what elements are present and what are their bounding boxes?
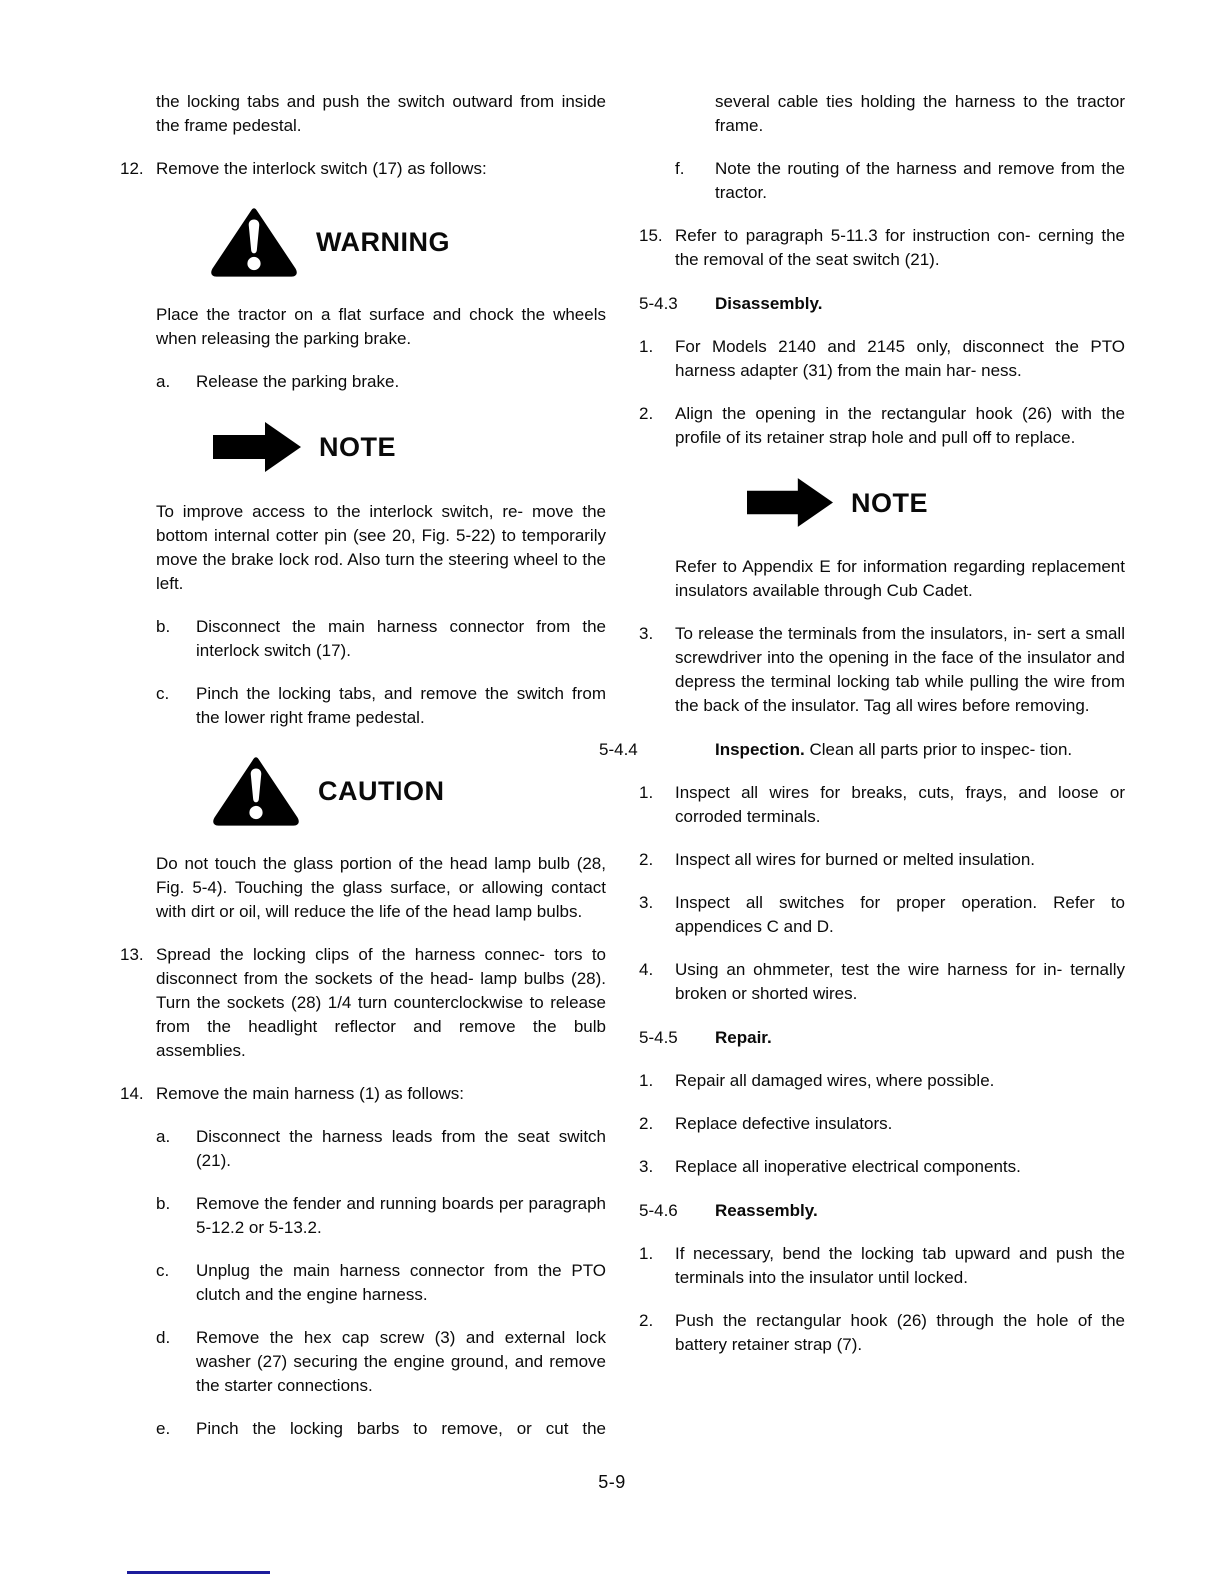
list-text: Using an ohmmeter, test the wire harness for in- ternally broken or shorted wires. [675, 960, 1125, 1003]
list-number: 1. [639, 337, 654, 356]
list-number: 14. [120, 1084, 144, 1103]
repair-item-3 [639, 1155, 1125, 1179]
section-header-5-4-4 [599, 738, 1125, 762]
warning-triangle-icon [210, 207, 298, 277]
list-number: 1. [639, 1071, 654, 1090]
list-text: Remove the main harness (1) as follows: [156, 1084, 465, 1103]
list-text: Remove the fender and running boards per paragraph 5-12.2 or 5-13.2. [196, 1194, 606, 1237]
list-text: Pinch the locking barbs to remove, or cut the [196, 1419, 606, 1438]
section-title: Disassembly. [715, 294, 823, 313]
left-column [120, 90, 606, 1441]
list-letter: b. [156, 617, 171, 636]
section-header-5-4-3 [639, 292, 1125, 316]
list-letter: c. [156, 684, 170, 703]
list-number: 13. [120, 945, 144, 964]
page-number: 5-9 [598, 1472, 626, 1492]
section-lead-text: Clean all parts prior to inspec- tion. [804, 740, 1073, 759]
list-letter: f. [675, 159, 685, 178]
note-callout [213, 420, 606, 474]
inspection-item-3 [639, 891, 1125, 939]
list-text: Note the routing of the harness and remove from the tractor. [715, 159, 1125, 202]
section-header-5-4-5 [639, 1026, 1125, 1050]
disassembly-item-1 [639, 335, 1125, 383]
list-item-12c [156, 682, 606, 730]
list-item-14a [156, 1125, 606, 1173]
list-number: 3. [639, 893, 654, 912]
list-item-14f [675, 157, 1125, 205]
note-label: NOTE [851, 487, 929, 518]
list-text: Release the parking brake. [196, 372, 400, 391]
list-number: 3. [639, 1157, 654, 1176]
list-number: 12. [120, 159, 144, 178]
caution-paragraph: Do not touch the glass portion of the head lamp bulb (28, Fig. 5-4). Touching the glass surface, or allowing contact with dirt or oil, will reduce the life of the head lamp bulbs. [156, 854, 606, 921]
list-item-13 [120, 943, 606, 1063]
list-text: Inspect all wires for breaks, cuts, frays, and loose or corroded terminals. [675, 783, 1125, 826]
note-callout [747, 476, 1125, 529]
section-header-5-4-6 [639, 1199, 1125, 1223]
list-number: 1. [639, 783, 654, 802]
list-number: 2. [639, 1311, 654, 1330]
warning-paragraph: Place the tractor on a flat surface and chock the wheels when releasing the parking brake. [156, 305, 606, 348]
list-item-14b [156, 1192, 606, 1240]
list-text: Push the rectangular hook (26) through the hole of the battery retainer strap (7). [675, 1311, 1125, 1354]
reassembly-item-1 [639, 1242, 1125, 1290]
section-number: 5-4.3 [639, 294, 678, 313]
section-number: 5-4.4 [599, 740, 638, 759]
section-title: Repair. [715, 1028, 772, 1047]
list-text: Align the opening in the rectangular hook (26) with the profile of its retainer strap hole and pull off to replace. [675, 404, 1125, 447]
section-title: Reassembly. [715, 1201, 818, 1220]
caution-label: CAUTION [318, 776, 445, 806]
list-item-15 [639, 224, 1125, 272]
list-number: 3. [639, 624, 654, 643]
list-letter: d. [156, 1328, 171, 1347]
note-label: NOTE [319, 432, 397, 462]
list-text: Replace all inoperative electrical components. [675, 1157, 1021, 1176]
continuation-paragraph: the locking tabs and push the switch outward from inside the frame pedestal. [156, 92, 606, 135]
list-text: To release the terminals from the insulators, in- sert a small screwdriver into the opening in the face of the insulator and depress the terminal locking tab while pulling the wire from the back of the insulator. Tag all wires before removing. [675, 624, 1125, 715]
repair-item-1 [639, 1069, 1125, 1093]
list-text: Remove the hex cap screw (3) and external lock washer (27) securing the engine ground, and remove the starter connections. [196, 1328, 606, 1395]
list-text: Pinch the locking tabs, and remove the switch from the lower right frame pedestal. [196, 684, 606, 727]
list-letter: a. [156, 372, 171, 391]
list-text: Unplug the main harness connector from the PTO clutch and the engine harness. [196, 1261, 606, 1304]
list-text: For Models 2140 and 2145 only, disconnect the PTO harness adapter (31) from the main har- ness. [675, 337, 1125, 380]
list-letter: b. [156, 1194, 171, 1213]
warning-label: WARNING [316, 227, 450, 257]
list-text: Remove the interlock switch (17) as follows: [156, 159, 487, 178]
list-number: 4. [639, 960, 654, 979]
list-item-14c [156, 1259, 606, 1307]
reassembly-item-2 [639, 1309, 1125, 1357]
inspection-item-1 [639, 781, 1125, 829]
list-text: Spread the locking clips of the harness connec- tors to disconnect from the sockets of the head- lamp bulbs (28). Turn the sockets (28) 1/4 turn counterclockwise to release from the headlight reflector and remove the bulb assemblies. [156, 945, 606, 1060]
section-number: 5-4.6 [639, 1201, 678, 1220]
list-text: Refer to paragraph 5-11.3 for instruction con- cerning the the removal of the seat switch (21). [675, 226, 1125, 269]
list-number: 1. [639, 1244, 654, 1263]
list-text: Repair all damaged wires, where possible. [675, 1071, 995, 1090]
list-text: If necessary, bend the locking tab upward and push the terminals into the insulator until locked. [675, 1244, 1125, 1287]
inspection-item-4 [639, 958, 1125, 1006]
list-number: 15. [639, 226, 663, 245]
list-letter: a. [156, 1127, 171, 1146]
warning-callout [210, 207, 606, 277]
note-arrow-icon [747, 476, 833, 529]
continuation-paragraph: several cable ties holding the harness to the tractor frame. [715, 92, 1125, 135]
repair-item-2 [639, 1112, 1125, 1136]
list-number: 2. [639, 1114, 654, 1133]
list-text: Disconnect the harness leads from the seat switch (21). [196, 1127, 606, 1170]
inspection-item-2 [639, 848, 1125, 872]
list-number: 2. [639, 404, 654, 423]
two-column-layout [120, 90, 1224, 1441]
list-item-14e [156, 1417, 606, 1441]
section-title: Inspection. [715, 740, 805, 759]
list-item-12 [120, 157, 606, 181]
list-letter: e. [156, 1419, 171, 1438]
disassembly-item-3 [639, 622, 1125, 718]
list-item-14d [156, 1326, 606, 1398]
list-number: 2. [639, 850, 654, 869]
list-item-14 [120, 1082, 606, 1106]
caution-triangle-icon [212, 756, 300, 826]
right-column [599, 90, 1125, 1441]
list-letter: c. [156, 1261, 170, 1280]
list-text: Inspect all switches for proper operation. Refer to appendices C and D. [675, 893, 1125, 936]
list-text: Replace defective insulators. [675, 1114, 893, 1133]
footer-rule [127, 1571, 270, 1574]
section-number: 5-4.5 [639, 1028, 678, 1047]
note-arrow-icon [213, 420, 301, 474]
list-text: Inspect all wires for burned or melted insulation. [675, 850, 1036, 869]
list-item-12b [156, 615, 606, 663]
list-item-12a [156, 370, 606, 394]
list-text: Disconnect the main harness connector from the interlock switch (17). [196, 617, 606, 660]
note-paragraph: To improve access to the interlock switch, re- move the bottom internal cotter pin (see 20, Fig. 5-22) to temporarily move the brake lock rod. Also turn the steering wheel to the left. [156, 502, 606, 593]
disassembly-item-2 [639, 402, 1125, 450]
note-paragraph: Refer to Appendix E for information regarding replacement insulators available through Cub Cadet. [675, 557, 1125, 600]
caution-callout [212, 756, 606, 826]
